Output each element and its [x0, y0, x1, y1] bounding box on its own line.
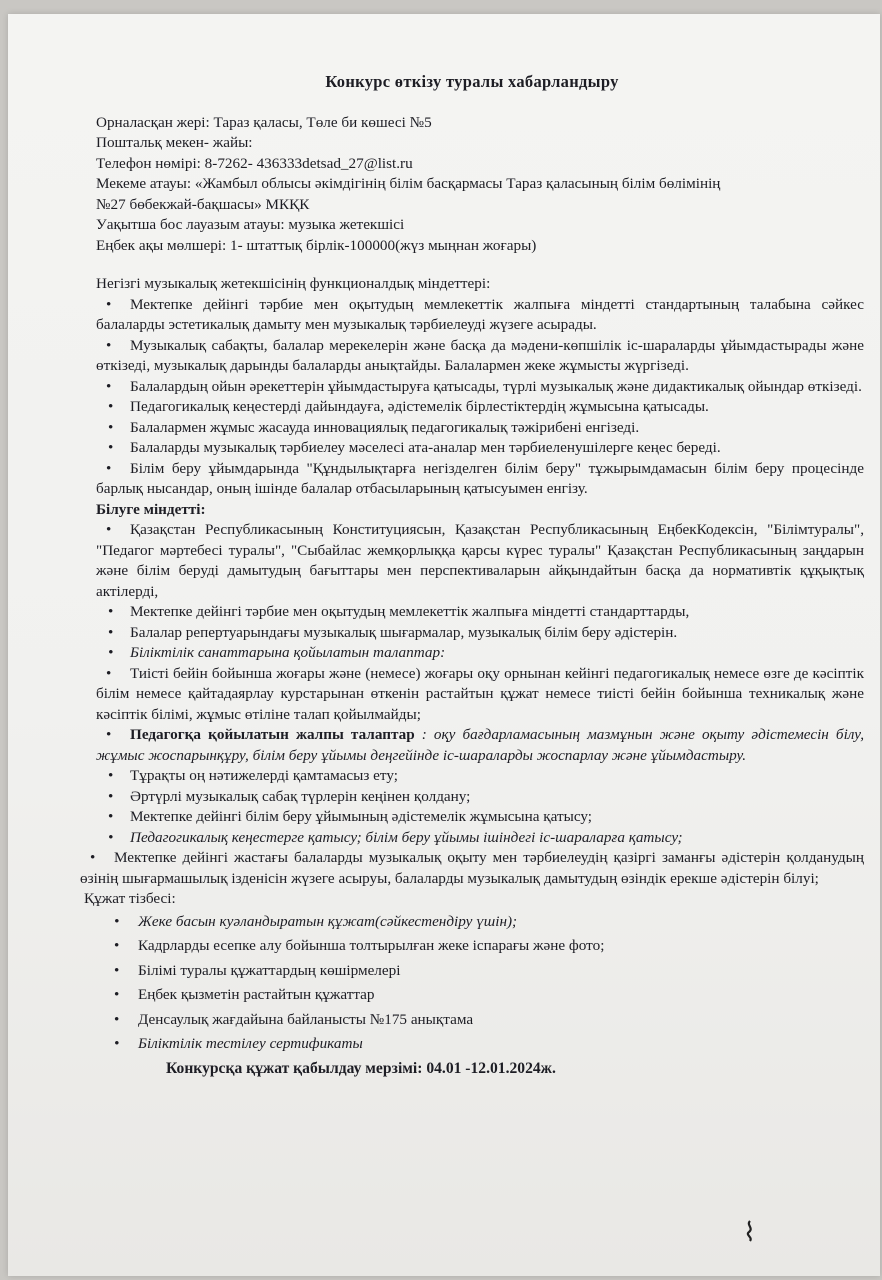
location-line: Орналасқан жері: Тараз қаласы, Төле би көшесі №5 — [96, 113, 432, 131]
function-item: • Білім беру ұйымдарында "Құндылықтарға негізделген білім беру" тұжырымдамасын білім беру процесінде барлық нысандар, оның ішінде балалар отбасыларының қатысуымен енгізу. — [96, 459, 864, 500]
requirement-item: • Педагогикалық кеңестерге қатысу; білім беру ұйымы ішіндегі іс-шараларға қатысу; — [96, 828, 864, 849]
qualification-text: • Тиісті бейін бойынша жоғары және (немесе) жоғары оқу орнынан кейінгі педагогикалық немесе өзге де кәсіптік білім немесе қайтадаярлау курстарынан өткенін растайтын құжат немесе тиісті бейін бойынша техникалық және кәсіптік білімі, жұмыс өтіліне талап қойылмайды; — [96, 664, 864, 726]
documents-list — [110, 912, 864, 1055]
document-item: • Еңбек қызметін растайтын құжаттар — [110, 985, 864, 1005]
deadline-line: Конкурсқа құжат қабылдау мерзімі: 04.01 -12.01.2024ж. — [166, 1059, 556, 1077]
org-line-1: Мекеме атауы: «Жамбыл облысы әкімдігінің білім басқармасы Тараз қаласының білім бөлімінің — [96, 175, 721, 192]
document-item: • Денсаулық жағдайына байланысты №175 анықтама — [110, 1010, 864, 1030]
org-line-2: №27 бөбекжай-бақшасы» МКҚК — [96, 195, 310, 213]
function-item: • Балалармен жұмыс жасауда инновациялық педагогикалық тәжірибені енгізеді. — [96, 418, 864, 439]
qualification-heading: • Біліктілік санаттарына қойылатын талаптар: — [96, 643, 864, 664]
functions-heading: Негізгі музыкалық жетекшісінің функционалдық міндеттері: — [96, 275, 491, 292]
knowledge-item: • Қазақстан Республикасының Конституциясын, Қазақстан Республикасының ЕңбекКодексін, "Білімтуралы", "Педагог мәртебесі туралы", "Сыбайлас жемқорлыққа қарсы күрес туралы" Қазақстан Республикасының заңдарын және білім беруді дамытудың бағыттары мен перспективаларын айқындайтын басқа да нормативтік құқықтық актілерді, — [96, 520, 864, 602]
phone-line: Телефон нөмірі: 8-7262- 436333detsad_27@list.ru — [96, 154, 413, 172]
document-item: • Біліктілік тестілеу сертификаты — [110, 1034, 864, 1054]
document-item: • Жеке басын куәландыратын құжат(сәйкестендіру үшін); — [110, 912, 864, 932]
postal-line: Поштальқ мекен- жайы: — [96, 134, 253, 151]
knowledge-item: • Балалар репертуарындағы музыкалық шығармалар, музыкалық білім беру әдістерін. — [96, 623, 864, 644]
vacancy-line: Уақытша бос лауазым атауы: музыка жетекшісі — [96, 216, 405, 233]
function-item: • Балалардың ойын әрекеттерін ұйымдастыруға қатысады, түрлі музыкалық және дидактикалық ойындар өткізеді. — [96, 377, 864, 398]
requirement-item: • Тұрақты оң нәтижелерді қамтамасыз ету; — [96, 766, 864, 787]
pen-mark-icon — [743, 1219, 757, 1249]
document-item: • Кадрларды есепке алу бойынша толтырылған жеке іспарағы және фото; — [110, 936, 864, 956]
info-block — [96, 113, 864, 257]
function-item: • Музыкалық сабақты, балалар мерекелерін және басқа да мәдени-көпшілік іс-шараларды ұйымдастырады және өткізеді, музыкалық дарынды балаларды анықтайды. Балалармен жеке жұмысты жүргізеді. — [96, 336, 864, 377]
requirement-item: • Мектепке дейінгі білім беру ұйымының әдістемелік жұмысына қатысу; — [96, 807, 864, 828]
general-requirements — [96, 725, 864, 766]
function-item: • Мектепке дейінгі тәрбие мен оқытудың мемлекеттік жалпыға міндетті стандартының талабына сәйкес балаларды эстетикалық дамыту мен музыкалық тәрбиелеуді жүзеге асырады. — [96, 295, 864, 336]
knowledge-section — [96, 500, 864, 849]
documents-heading: Құжат тізбесі: — [84, 890, 176, 907]
document-page — [8, 14, 880, 1276]
knowledge-heading: Білуге міндетті: — [96, 500, 206, 518]
document-item: • Білімі туралы құжаттардың көшірмелері — [110, 961, 864, 981]
spacer — [80, 256, 864, 274]
functions-section — [96, 274, 864, 500]
function-item: • Педагогикалық кеңестерді дайындауға, әдістемелік бірлестіктердің жұмысына қатысады. — [96, 397, 864, 418]
requirement-item: • Әртүрлі музыкалық сабақ түрлерін кеңінен қолдану; — [96, 787, 864, 808]
general-requirements-text: : оқу бағдарламасының мазмұнын және оқыту әдістемесін білу, жұмыс жоспарынқұру, білім беру ұйымы деңгейінде іс-шараларды жоспарлау және ұйымдастыру. — [96, 726, 864, 764]
document-title: Конкурс өткізу туралы хабарландыру — [325, 72, 619, 91]
document-content — [80, 72, 864, 1079]
salary-line: Еңбек ақы мөлшері: 1- штаттық бірлік-100000(жүз мыңнан жоғары) — [96, 236, 537, 254]
function-item: • Балаларды музыкалық тәрбиелеу мәселесі ата-аналар мен тәрбиеленушілерге кеңес береді. — [96, 438, 864, 459]
methods-item: • Мектепке дейінгі жастағы балаларды музыкалық оқыту мен тәрбиелеудің қазіргі заманғы әдістерін қолданудың өзінің шығармашылық ізденісін жүзеге асыруы, балаларды музыкалық дамытудың өзіндік ерекше әдістерін білуі; — [80, 848, 864, 889]
general-requirements-title: Педагогқа қойылатын жалпы талаптар — [130, 726, 415, 743]
knowledge-item: • Мектепке дейінгі тәрбие мен оқытудың мемлекеттік жалпыға міндетті стандарттарды, — [96, 602, 864, 623]
